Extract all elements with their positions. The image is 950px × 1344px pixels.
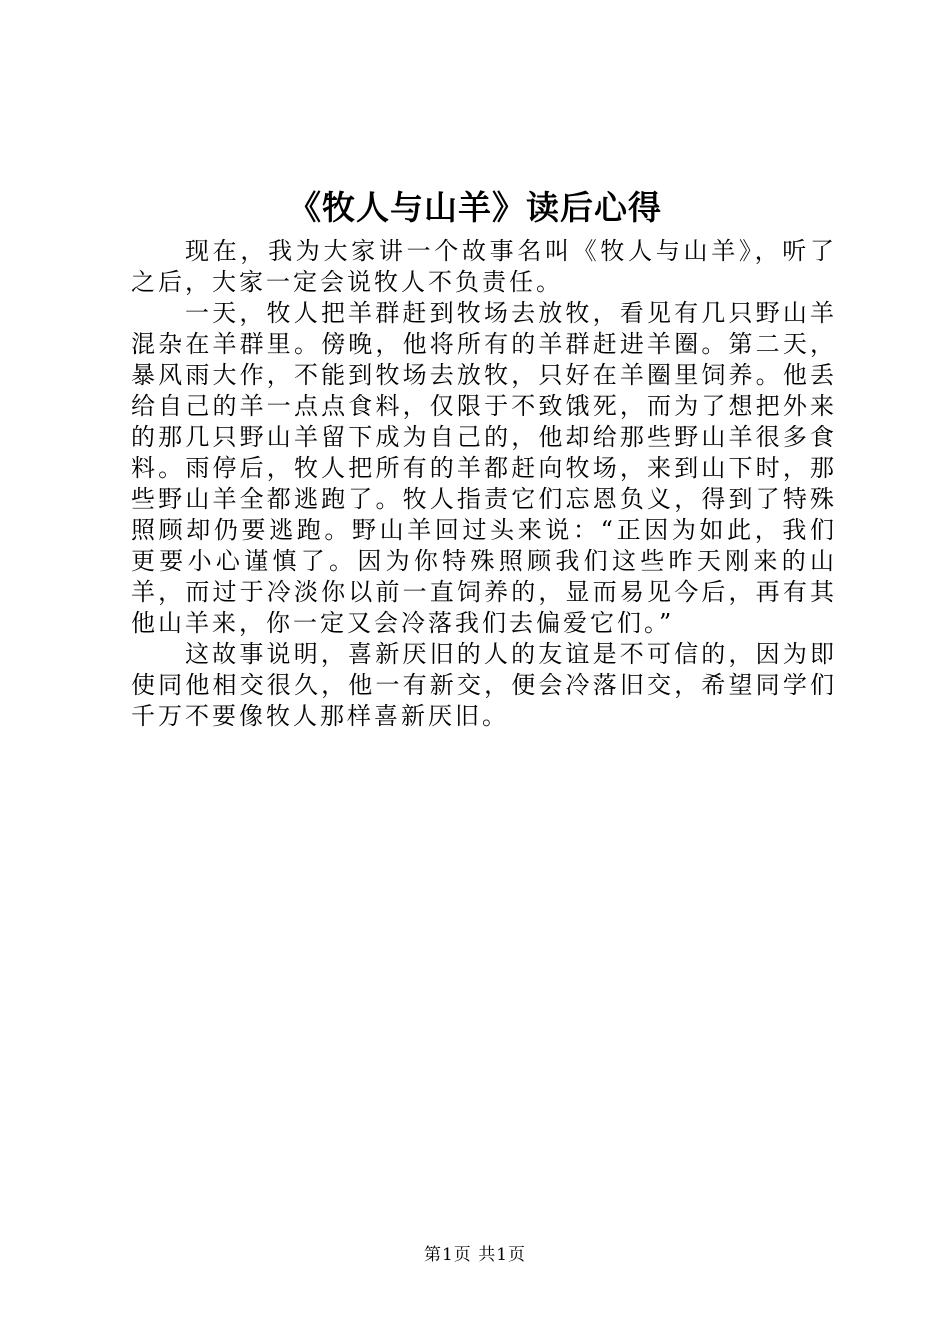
paragraph-1: 现在，我为大家讲一个故事名叫《牧人与山羊》，听了之后，大家一定会说牧人不负责任。 bbox=[131, 237, 837, 296]
paragraph-2: 一天，牧人把羊群赶到牧场去放牧，看见有几只野山羊混杂在羊群里。傍晚，他将所有的羊群赶进羊圈。第二天，暴风雨大作，不能到牧场去放牧，只好在羊圈里饲养。他丢给自己的羊一点点食料，仅限于不致饿死，而为了想把外来的那几只野山羊留下成为自己的，他却给那些野山羊很多食料。雨停后，牧人把所有的羊都赶向牧场，来到山下时，那些野山羊全都逃跑了。牧人指责它们忘恩负义，得到了特殊照顾却仍要逃跑。野山羊回过头来说：“正因为如此，我们更要小心谨慎了。因为你特殊照顾我们这些昨天刚来的山羊，而过于冷淡你以前一直饲养的，显而易见今后，再有其他山羊来，你一定又会冷落我们去偏爱它们。” bbox=[131, 299, 837, 637]
page-footer: 第1页 共1页 bbox=[423, 1245, 527, 1265]
document-body bbox=[131, 236, 837, 732]
document-title: 《牧人与山羊》读后心得 bbox=[288, 188, 662, 227]
paragraph-3: 这故事说明，喜新厌旧的人的友谊是不可信的，因为即使同他相交很久，他一有新交，便会冷落旧交，希望同学们千万不要像牧人那样喜新厌旧。 bbox=[131, 640, 837, 730]
